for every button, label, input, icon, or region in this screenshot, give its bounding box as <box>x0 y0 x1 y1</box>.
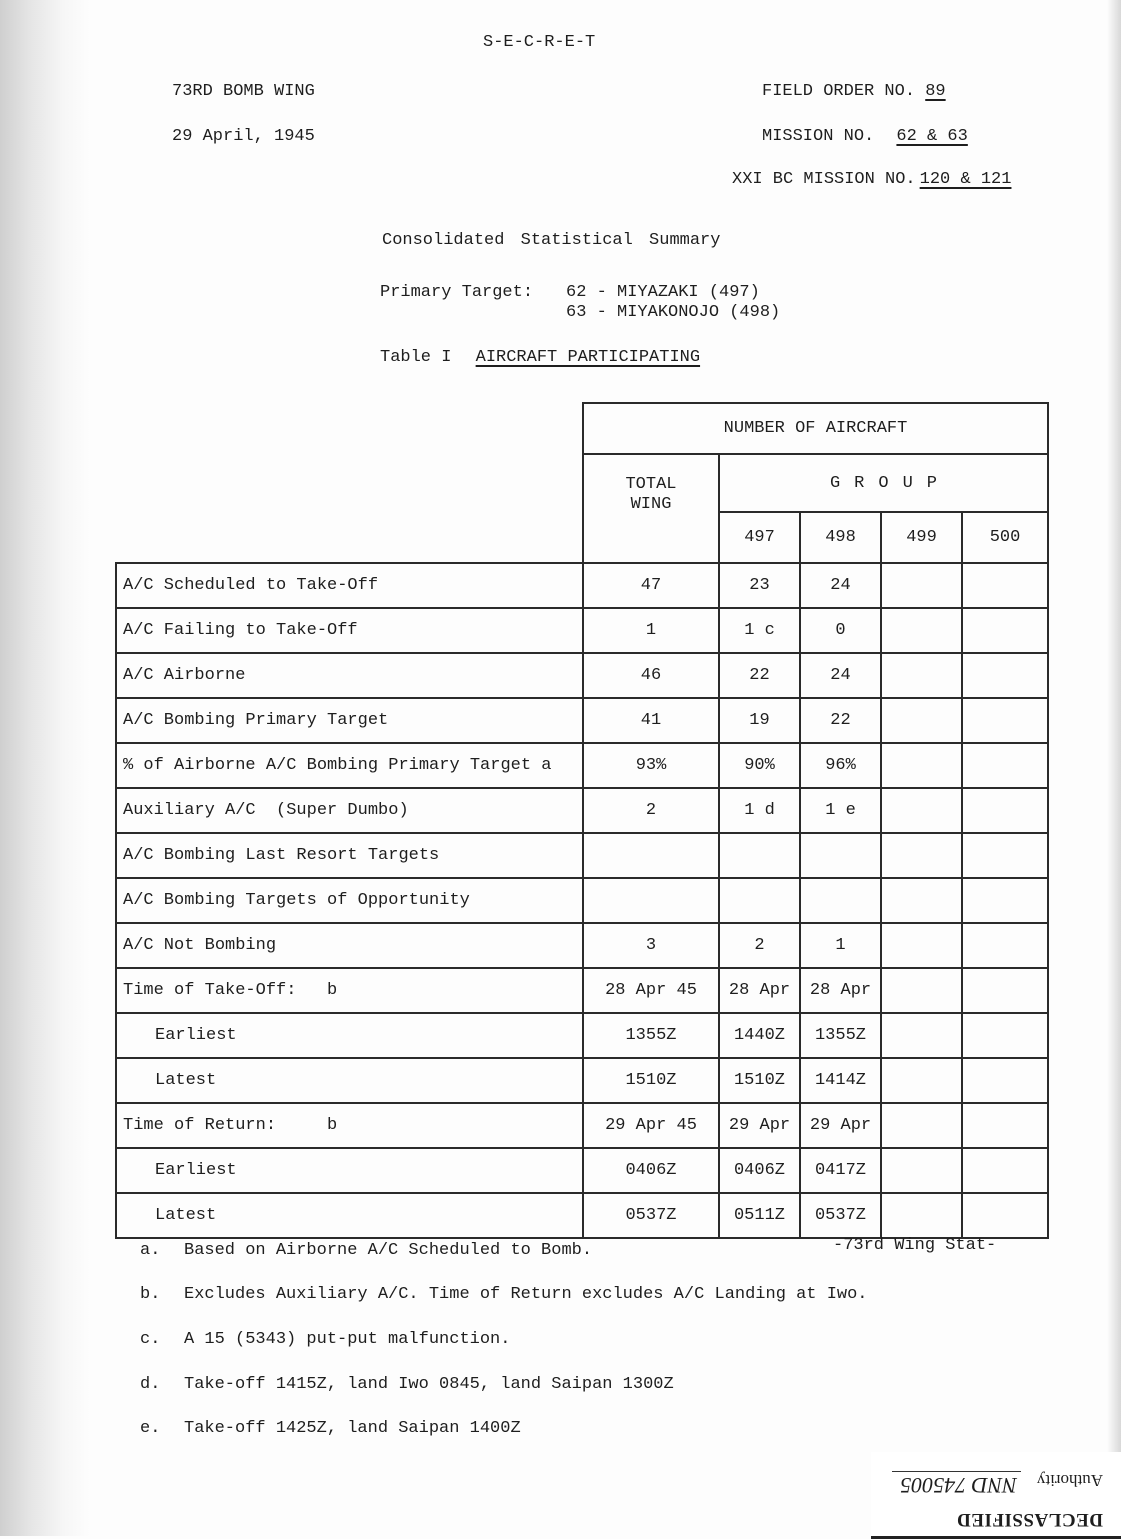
footnote-text: Take-off 1415Z, land Iwo 0845, land Saipan 1300Z <box>184 1375 674 1394</box>
cell-g497: 19 <box>719 698 800 743</box>
header-group-497: 497 <box>719 512 800 563</box>
cell-g500 <box>962 788 1048 833</box>
cell-g498: 0 <box>800 608 881 653</box>
footnote-b <box>140 1285 868 1304</box>
row-label: A/C Failing to Take-Off <box>116 608 583 653</box>
cell-g499 <box>881 608 962 653</box>
table-row <box>116 1013 1048 1058</box>
xxi-mission-label: XXI BC MISSION NO. <box>732 170 916 189</box>
cell-g500 <box>962 653 1048 698</box>
cell-g500 <box>962 1013 1048 1058</box>
header-group-500: 500 <box>962 512 1048 563</box>
table-number: Table I <box>380 348 452 367</box>
aircraft-participating-table <box>115 402 1049 1239</box>
mission-value: 62 & 63 <box>896 127 968 146</box>
cell-total <box>583 833 719 878</box>
table-row <box>116 923 1048 968</box>
cell-g499 <box>881 563 962 608</box>
cell-g497: 90% <box>719 743 800 788</box>
footnote-key: c. <box>140 1330 161 1349</box>
table-row <box>116 1103 1048 1148</box>
row-label: Latest <box>116 1193 583 1238</box>
cell-g498: 24 <box>800 653 881 698</box>
header-group-499: 499 <box>881 512 962 563</box>
footnote-key: d. <box>140 1375 161 1394</box>
xxi-bc-mission-number <box>732 170 1011 189</box>
mission-number <box>762 127 968 146</box>
cell-total: 47 <box>583 563 719 608</box>
row-label: A/C Bombing Last Resort Targets <box>116 833 583 878</box>
page-edge-shadow <box>0 0 90 1536</box>
cell-total: 93% <box>583 743 719 788</box>
cell-g497 <box>719 878 800 923</box>
cell-total: 1 <box>583 608 719 653</box>
cell-g497: 28 Apr <box>719 968 800 1013</box>
cell-g498: 28 Apr <box>800 968 881 1013</box>
footnote-d <box>140 1375 674 1394</box>
cell-total: 41 <box>583 698 719 743</box>
footnote-c <box>140 1330 510 1349</box>
footnote-a <box>140 1241 592 1260</box>
cell-g498: 1 <box>800 923 881 968</box>
primary-target-2: 63 - MIYAKONOJO (498) <box>566 303 781 322</box>
table-corner <box>116 403 583 563</box>
cell-total: 46 <box>583 653 719 698</box>
cell-g497: 0406Z <box>719 1148 800 1193</box>
stamp-title: DECLASSIFIED <box>956 1509 1103 1530</box>
cell-total: 2 <box>583 788 719 833</box>
field-order-label: FIELD ORDER NO. <box>762 82 916 101</box>
table-row <box>116 878 1048 923</box>
declassified-stamp <box>871 1452 1121 1539</box>
cell-g499 <box>881 1193 962 1238</box>
cell-total: 0537Z <box>583 1193 719 1238</box>
table-row <box>116 968 1048 1013</box>
cell-g499 <box>881 1103 962 1148</box>
table-title: AIRCRAFT PARTICIPATING <box>475 348 701 367</box>
cell-g498: 0537Z <box>800 1193 881 1238</box>
unit-name: 73RD BOMB WING <box>172 82 315 101</box>
xxi-mission-value: 120 & 121 <box>919 170 1012 189</box>
table-row <box>116 788 1048 833</box>
cell-g498: 1 e <box>800 788 881 833</box>
table-body <box>116 563 1048 1238</box>
mission-label: MISSION NO. <box>762 127 875 146</box>
cell-g498 <box>800 878 881 923</box>
row-label: Time of Take-Off: b <box>116 968 583 1013</box>
source-note: -73rd Wing Stat- <box>833 1236 997 1255</box>
cell-total: 1355Z <box>583 1013 719 1058</box>
cell-g500 <box>962 563 1048 608</box>
table-row <box>116 1193 1048 1238</box>
cell-g497: 22 <box>719 653 800 698</box>
cell-g498: 96% <box>800 743 881 788</box>
table-row <box>116 743 1048 788</box>
cell-g499 <box>881 788 962 833</box>
cell-g499 <box>881 923 962 968</box>
header-group-text: GROUP <box>829 473 951 493</box>
footnote-key: a. <box>140 1241 161 1260</box>
cell-g500 <box>962 923 1048 968</box>
cell-g499 <box>881 1058 962 1103</box>
cell-g500 <box>962 1193 1048 1238</box>
header-group-498: 498 <box>800 512 881 563</box>
row-label: Earliest <box>116 1013 583 1058</box>
cell-g500 <box>962 1103 1048 1148</box>
row-label: Earliest <box>116 1148 583 1193</box>
cell-g500 <box>962 833 1048 878</box>
footnote-key: b. <box>140 1285 161 1304</box>
field-order-number <box>762 82 966 101</box>
header-group <box>719 454 1048 512</box>
cell-g498: 1414Z <box>800 1058 881 1103</box>
cell-total <box>583 878 719 923</box>
header-number-of-aircraft: NUMBER OF AIRCRAFT <box>583 403 1048 454</box>
cell-g500 <box>962 1148 1048 1193</box>
cell-g497: 2 <box>719 923 800 968</box>
stamp-authority-label: Authority <box>1036 1471 1103 1490</box>
cell-g499 <box>881 1013 962 1058</box>
classification-marking: S-E-C-R-E-T <box>483 33 596 52</box>
cell-g497: 0511Z <box>719 1193 800 1238</box>
cell-g498: 22 <box>800 698 881 743</box>
table-row <box>116 833 1048 878</box>
cell-total: 29 Apr 45 <box>583 1103 719 1148</box>
row-label: Latest <box>116 1058 583 1103</box>
table-row <box>116 608 1048 653</box>
cell-g497 <box>719 833 800 878</box>
row-label: A/C Bombing Primary Target <box>116 698 583 743</box>
table-row <box>116 1058 1048 1103</box>
cell-g497: 1510Z <box>719 1058 800 1103</box>
cell-g500 <box>962 878 1048 923</box>
footnote-e <box>140 1419 521 1438</box>
row-label: Time of Return: b <box>116 1103 583 1148</box>
cell-g500 <box>962 743 1048 788</box>
cell-g499 <box>881 878 962 923</box>
cell-g497: 1440Z <box>719 1013 800 1058</box>
table-row <box>116 563 1048 608</box>
row-label: A/C Bombing Targets of Opportunity <box>116 878 583 923</box>
cell-total: 28 Apr 45 <box>583 968 719 1013</box>
cell-g497: 1 c <box>719 608 800 653</box>
cell-g499 <box>881 833 962 878</box>
row-label: A/C Airborne <box>116 653 583 698</box>
stamp-authority-value: NND 745005 <box>892 1471 1021 1498</box>
row-label: A/C Scheduled to Take-Off <box>116 563 583 608</box>
cell-g500 <box>962 698 1048 743</box>
cell-g500 <box>962 968 1048 1013</box>
cell-total: 3 <box>583 923 719 968</box>
cell-g500 <box>962 608 1048 653</box>
cell-g499 <box>881 653 962 698</box>
document-date: 29 April, 1945 <box>172 127 315 146</box>
table-row <box>116 698 1048 743</box>
page-edge-shadow-right <box>1107 0 1121 1536</box>
footnote-text: Excludes Auxiliary A/C. Time of Return excludes A/C Landing at Iwo. <box>184 1285 868 1304</box>
footnote-text: A 15 (5343) put-put malfunction. <box>184 1330 511 1349</box>
header-total-wing-text: TOTAL WING <box>625 475 677 514</box>
footnote-text: Based on Airborne A/C Scheduled to Bomb. <box>184 1241 593 1260</box>
field-order-value: 89 <box>925 82 946 101</box>
footnote-text: Take-off 1425Z, land Saipan 1400Z <box>184 1419 521 1438</box>
cell-g500 <box>962 1058 1048 1103</box>
row-label: % of Airborne A/C Bombing Primary Target a <box>116 743 583 788</box>
table-row <box>116 1148 1048 1193</box>
cell-g499 <box>881 1148 962 1193</box>
row-label: A/C Not Bombing <box>116 923 583 968</box>
cell-g499 <box>881 968 962 1013</box>
row-label: Auxiliary A/C (Super Dumbo) <box>116 788 583 833</box>
cell-total: 0406Z <box>583 1148 719 1193</box>
header-total-wing <box>583 454 719 563</box>
table-row <box>116 653 1048 698</box>
table-caption <box>380 348 700 367</box>
cell-total: 1510Z <box>583 1058 719 1103</box>
cell-g498 <box>800 833 881 878</box>
cell-g499 <box>881 743 962 788</box>
cell-g498: 29 Apr <box>800 1103 881 1148</box>
cell-g497: 23 <box>719 563 800 608</box>
cell-g499 <box>881 698 962 743</box>
primary-target-label: Primary Target: <box>380 283 534 302</box>
primary-target-1: 62 - MIYAZAKI (497) <box>566 283 760 302</box>
cell-g498: 24 <box>800 563 881 608</box>
cell-g497: 29 Apr <box>719 1103 800 1148</box>
footnote-key: e. <box>140 1419 161 1438</box>
cell-g497: 1 d <box>719 788 800 833</box>
cell-g498: 1355Z <box>800 1013 881 1058</box>
summary-title: Consolidated Statistical Summary <box>382 231 721 250</box>
cell-g498: 0417Z <box>800 1148 881 1193</box>
